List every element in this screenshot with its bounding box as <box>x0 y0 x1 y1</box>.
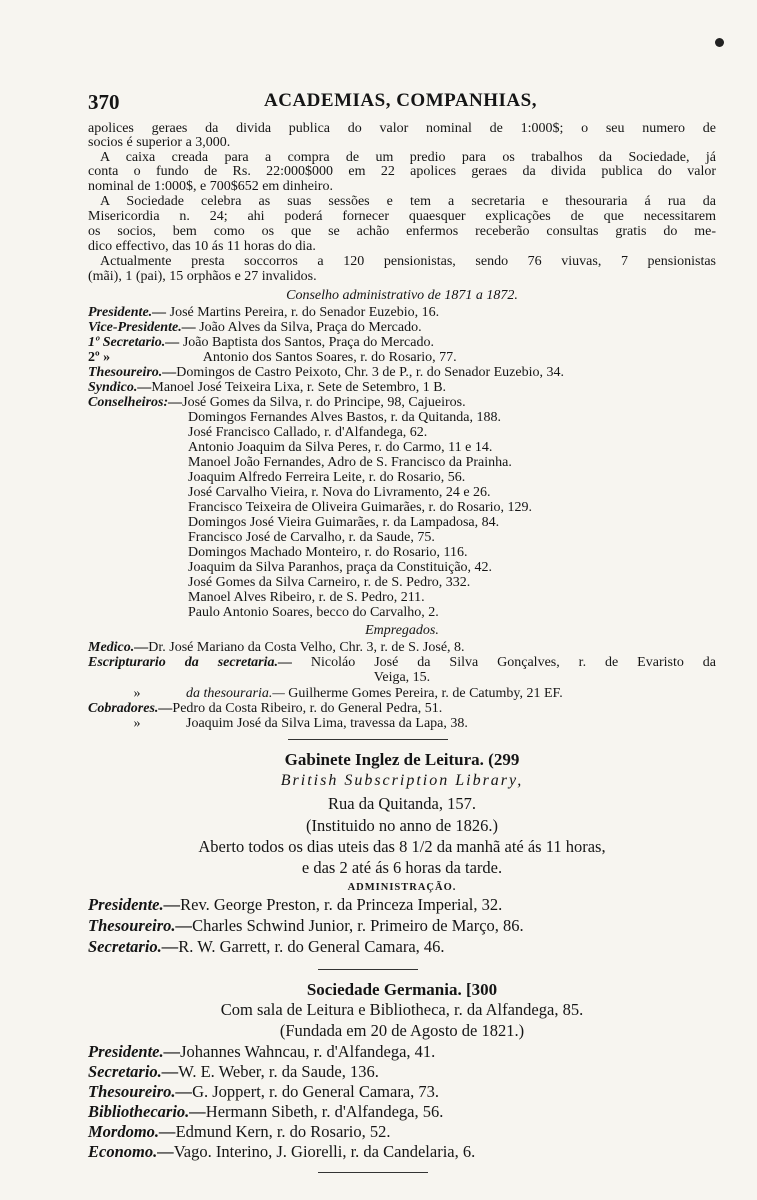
section-heading: Conselho administrativo de 1871 a 1872. <box>286 288 518 303</box>
running-header <box>88 90 713 116</box>
gabinete-founded: (Instituido no anno de 1826.) <box>305 816 498 835</box>
entry-text: Guilherme Gomes Pereira, r. de Catumby, 21 EF. <box>288 686 563 701</box>
intro-line: socios é superior a 3,000. <box>88 135 231 150</box>
officer-entry <box>88 1083 716 1101</box>
staff-entry <box>88 655 716 670</box>
entry-label: da thesouraria.— <box>186 686 285 701</box>
intro-line: Actualmente presta soccorros a 120 pensionistas, sendo 76 viuvas, 7 pensionistas <box>100 254 716 269</box>
entry-label: 1º Secretario.— <box>88 335 180 350</box>
entry-label: Conselheiros:— <box>88 395 183 410</box>
germania-description: Com sala de Leitura e Bibliotheca, r. da Alfandega, 85. <box>220 1000 584 1019</box>
member-line: Manoel Alves Ribeiro, r. de S. Pedro, 211. <box>188 590 425 605</box>
entry-label: 2º » <box>88 350 111 365</box>
officer-entry <box>88 350 716 365</box>
entry-text: W. E. Weber, r. da Saude, 136. <box>178 1062 379 1081</box>
member-line: Francisco Teixeira de Oliveira Guimarães, r. do Rosario, 129. <box>188 500 532 515</box>
officer-entry <box>88 335 716 350</box>
member-line: Antonio Joaquim da Silva Peres, r. do Carmo, 11 e 14. <box>188 440 493 455</box>
intro-line: nominal de 1:000$, e 700$652 em dinheiro. <box>88 179 333 194</box>
member-line: Francisco José de Carvalho, r. da Saude, 75. <box>188 530 435 545</box>
entry-label: Presidente.— <box>88 305 167 320</box>
entry-text: Antonio dos Santos Soares, r. do Rosario, 77. <box>202 350 457 365</box>
member-line: José Carvalho Vieira, r. Nova do Livramento, 24 e 26. <box>188 485 491 500</box>
section-divider <box>318 1172 428 1173</box>
germania-founded: (Fundada em 20 de Agosto de 1821.) <box>279 1021 525 1040</box>
entry-label: Medico.— <box>88 640 149 655</box>
entry-text: Pedro da Costa Ribeiro, r. do General Pedra, 51. <box>172 701 443 716</box>
member-line: Manoel João Fernandes, Adro de S. Francisco da Prainha. <box>188 455 512 470</box>
officer-entry <box>88 1043 716 1061</box>
entry-text: João Alves da Silva, Praça do Mercado. <box>199 320 422 335</box>
entry-label: Secretario.— <box>88 1062 179 1081</box>
page-number: 370 <box>88 90 120 114</box>
member-line: Domingos José Vieira Guimarães, r. da Lampadosa, 84. <box>188 515 500 530</box>
officer-entry <box>88 1123 716 1141</box>
entry-text: Domingos de Castro Peixoto, Chr. 3 de P., r. do Senador Euzebio, 34. <box>176 365 564 380</box>
member-line: Joaquim Alfredo Ferreira Leite, r. do Rosario, 56. <box>188 470 466 485</box>
entry-text: Vago. Interino, J. Giorelli, r. da Candelaria, 6. <box>173 1142 476 1161</box>
officer-entry <box>88 305 716 320</box>
entry-text: Joaquim José da Silva Lima, travessa da Lapa, 38. <box>186 716 468 731</box>
ditto-mark: » <box>133 716 141 731</box>
officer-entry <box>88 395 716 410</box>
officer-entry <box>88 1103 716 1121</box>
staff-entry-continuation: Veiga, 15. <box>373 670 431 685</box>
germania-title: Sociedade Germania. [300 <box>306 980 498 999</box>
staff-entry <box>88 716 716 731</box>
officer-entry <box>88 320 716 335</box>
gabinete-hours: e das 2 até ás 6 horas da tarde. <box>301 858 503 877</box>
entry-text: Dr. José Mariano da Costa Velho, Chr. 3, r. de S. José, 8. <box>148 640 465 655</box>
intro-line: dico effectivo, das 10 ás 11 horas do dia. <box>88 239 316 254</box>
entry-text: Hermann Sibeth, r. d'Alfandega, 56. <box>205 1102 444 1121</box>
intro-line: conta o fundo de Rs. 22:000$000 em 22 apolices geraes da divida publica do valor <box>88 164 716 179</box>
entry-text: G. Joppert, r. do General Camara, 73. <box>192 1082 440 1101</box>
member-line: José Gomes da Silva Carneiro, r. de S. Pedro, 332. <box>188 575 471 590</box>
entry-text: José Martins Pereira, r. do Senador Euzebio, 16. <box>169 305 440 320</box>
entry-label: Mordomo.— <box>88 1122 176 1141</box>
member-line: Domingos Fernandes Alves Bastos, r. da Quitanda, 188. <box>188 410 502 425</box>
entry-text: Nicoláo José da Silva Gonçalves, r. de Evaristo da <box>310 655 716 670</box>
section-divider <box>288 739 448 740</box>
entry-label: Vice-Presidente.— <box>88 320 196 335</box>
entry-text: R. W. Garrett, r. do General Camara, 46. <box>178 937 445 956</box>
entry-text: João Baptista dos Santos, Praça do Mercado. <box>182 335 434 350</box>
entry-text: Manoel José Teixeira Lixa, r. Sete de Setembro, 1 B. <box>151 380 447 395</box>
entry-label: Thesoureiro.— <box>88 1082 193 1101</box>
gabinete-address: Rua da Quitanda, 157. <box>327 794 476 813</box>
ditto-mark: » <box>133 686 141 701</box>
entry-label: Bibliothecario.— <box>88 1102 206 1121</box>
section-divider <box>318 969 418 970</box>
staff-entry <box>88 686 716 701</box>
entry-label: Presidente.— <box>88 1042 181 1061</box>
section-heading: Empregados. <box>365 623 439 638</box>
officer-entry <box>88 380 716 395</box>
officer-entry <box>88 1063 716 1081</box>
member-line: Domingos Machado Monteiro, r. do Rosario, 116. <box>188 545 468 560</box>
ornament-dot <box>715 38 724 47</box>
member-line: Joaquim da Silva Paranhos, praça da Constituição, 42. <box>188 560 493 575</box>
member-line: José Francisco Callado, r. d'Alfandega, 62. <box>188 425 428 440</box>
member-line: Paulo Antonio Soares, becco do Carvalho, 2. <box>188 605 439 620</box>
entry-text: Johannes Wahncau, r. d'Alfandega, 41. <box>180 1042 436 1061</box>
staff-entry <box>88 640 716 655</box>
intro-line: A Sociedade celebra as suas sessões e tem a secretaria e thesouraria á rua da <box>100 194 716 209</box>
entry-label: Economo.— <box>88 1142 174 1161</box>
gabinete-subtitle: British Subscription Library, <box>280 772 524 789</box>
intro-line: Misericordia n. 24; ahi poderá fornecer quaesquer explicações de que necessitarem <box>88 209 716 224</box>
officer-entry <box>88 917 716 935</box>
officer-entry <box>88 1143 716 1161</box>
staff-entry <box>88 701 716 716</box>
intro-line: apolices geraes da divida publica do valor nominal de 1:000$; o seu numero de <box>88 121 716 136</box>
admin-heading: ADMINISTRAÇÃO. <box>347 882 457 893</box>
entry-label: Cobradores.— <box>88 701 173 716</box>
intro-line: A caixa creada para a compra de um predio para os trabalhos da Sociedade, já <box>100 150 716 165</box>
intro-line: (mãi), 1 (pai), 15 orphãos e 27 invalidos. <box>88 269 317 284</box>
entry-text: José Gomes da Silva, r. do Principe, 98, Cajueiros. <box>182 395 466 410</box>
gabinete-title: Gabinete Inglez de Leitura. (299 <box>284 750 520 769</box>
gabinete-hours: Aberto todos os dias uteis das 8 1/2 da manhã até ás 11 horas, <box>198 837 606 856</box>
entry-label: Presidente.— <box>88 895 181 914</box>
officer-entry <box>88 896 716 914</box>
officer-entry <box>88 365 716 380</box>
entry-label: Syndico.— <box>88 380 152 395</box>
entry-label: Thesoureiro.— <box>88 916 193 935</box>
entry-label: Escripturario da secretaria.— <box>88 655 292 670</box>
entry-text: Edmund Kern, r. do Rosario, 52. <box>175 1122 391 1141</box>
running-title: ACADEMIAS, COMPANHIAS, <box>264 90 537 111</box>
entry-text: Rev. George Preston, r. da Princeza Imperial, 32. <box>180 895 503 914</box>
officer-entry <box>88 938 716 956</box>
intro-line: os socios, bem como os que se achão enfermos receberão consultas gratis do me- <box>88 224 716 239</box>
entry-label: Thesoureiro.— <box>88 365 177 380</box>
entry-label: Secretario.— <box>88 937 179 956</box>
entry-text: Charles Schwind Junior, r. Primeiro de Março, 86. <box>192 916 524 935</box>
